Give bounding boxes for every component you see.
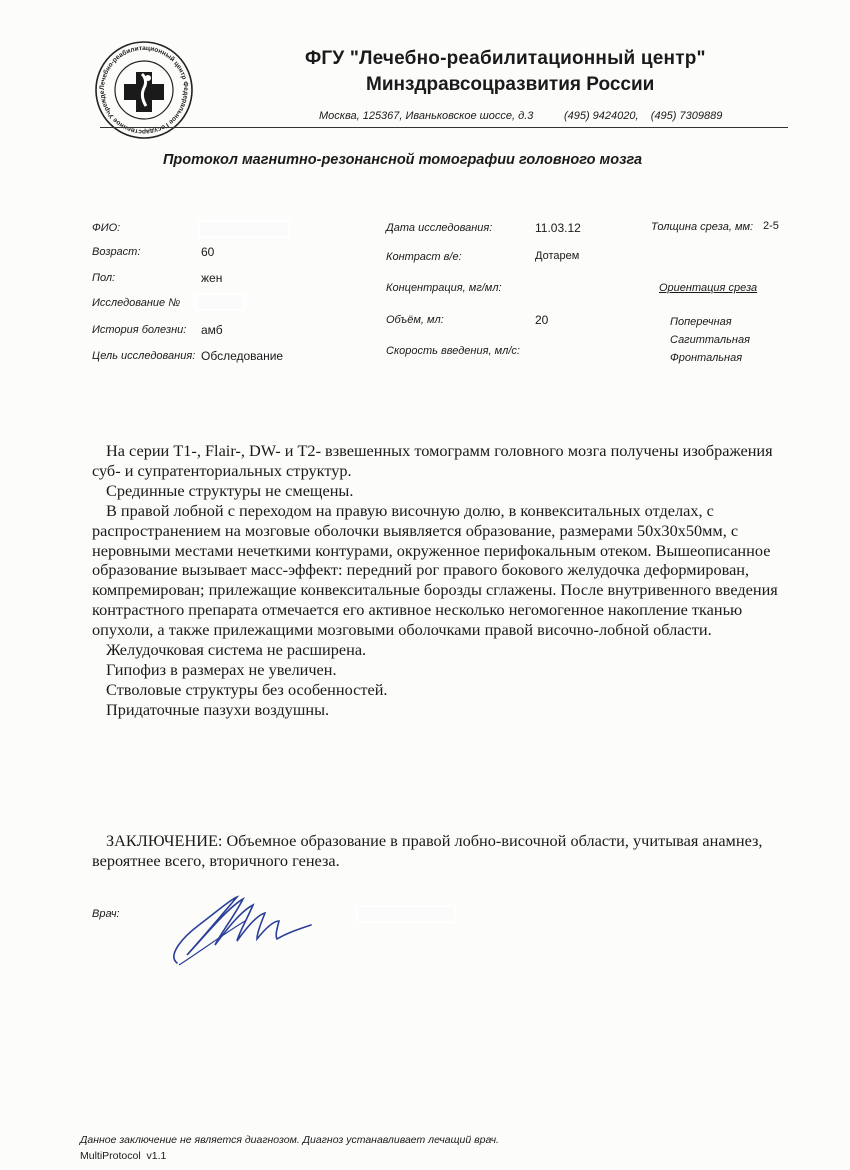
footer-disclaimer: Данное заключение не является диагнозом. Диагноз устанавливает лечащий врач. [80, 1134, 499, 1146]
conclusion-text: ЗАКЛЮЧЕНИЕ: Объемное образование в правой лобно-височной области, учитывая анамнез, вероятнее всего, вторичного генеза. [92, 831, 763, 870]
age-value: 60 [201, 245, 215, 259]
finding-paragraph: Стволовые структуры без особенностей. [106, 679, 388, 699]
doctor-name-redacted [358, 907, 454, 921]
finding-paragraph: Желудочковая система не расширена. [106, 640, 367, 660]
software-version: MultiProtocol v1.1 [80, 1150, 167, 1162]
doctor-label: Врач: [92, 908, 120, 920]
logo-ring-text: Лечебно-реабилитационный центр Федеральное Государственное Учрежде [98, 44, 190, 136]
organization-address: Москва, 125367, Иваньковское шоссе, д.3 (495) 9424020, (495) 7309889 [319, 110, 723, 122]
header-divider [100, 127, 788, 128]
fio-redacted [200, 222, 288, 236]
thickness-label: Толщина среза, мм: [651, 221, 754, 233]
orientation-sagittal: Сагиттальная [670, 334, 750, 346]
organization-ministry: Минздравсоцразвития России [366, 74, 655, 95]
concentration-label: Концентрация, мг/мл: [386, 282, 502, 294]
sex-label: Пол: [92, 272, 116, 284]
study-date-value: 11.03.12 [535, 221, 581, 235]
protocol-title: Протокол магнитно-резонансной томографии головного мозга [163, 152, 643, 168]
finding-paragraph: В правой лобной с переходом на правую височную долю, в конвекситальных отделах, с распространением на мозговые оболочки выявляется образование, размерами 50x30x50мм, с неровными местами нечеткими контурами, окруженное перифокальным отеком. Вышеописанное образование вызывает масс-эффект: передний рог правого бокового желудочка деформирован, компремирован; прилежащие конвекситальные борозды сглажены. После внутривенного введения контрастного препарата отмечается его активное несколько негомогенное накопление тканью опухоли, а также прилежащими мозговыми оболочками правой височно-лобной области. [92, 500, 778, 640]
study-number-label: Исследование № [92, 297, 181, 309]
doctor-signature [165, 885, 325, 975]
study-number-redacted [197, 295, 243, 309]
orientation-heading: Ориентация среза [659, 282, 758, 294]
history-value: амб [201, 323, 223, 337]
orientation-frontal: Фронтальная [670, 352, 743, 364]
purpose-label: Цель исследования: [92, 350, 196, 362]
fio-label: ФИО: [92, 222, 121, 234]
speed-label: Скорость введения, мл/с: [386, 345, 520, 357]
finding-paragraph: На серии T1-, Flair-, DW- и T2- взвешенных томограмм головного мозга получены изображения суб- и супратенториальных структур. [92, 441, 773, 480]
finding-paragraph: Гипофиз в размерах не увеличен. [106, 659, 337, 679]
finding-paragraph: Срединные структуры не смещены. [106, 480, 354, 500]
history-label: История болезни: [92, 324, 187, 336]
contrast-label: Контраст в/е: [386, 251, 462, 263]
organization-name: ФГУ "Лечебно-реабилитационный центр" [305, 48, 706, 69]
purpose-value: Обследование [201, 349, 284, 363]
findings-text [92, 441, 792, 720]
orientation-axial: Поперечная [670, 316, 732, 328]
study-date-label: Дата исследования: [386, 222, 493, 234]
volume-label: Объём, мл: [386, 314, 444, 326]
finding-paragraph: Придаточные пазухи воздушны. [106, 699, 330, 719]
sex-value: жен [201, 271, 223, 285]
thickness-value: 2-5 [763, 220, 779, 232]
age-label: Возраст: [92, 246, 141, 258]
volume-value: 20 [535, 313, 549, 327]
contrast-value: Дотарем [535, 250, 580, 262]
